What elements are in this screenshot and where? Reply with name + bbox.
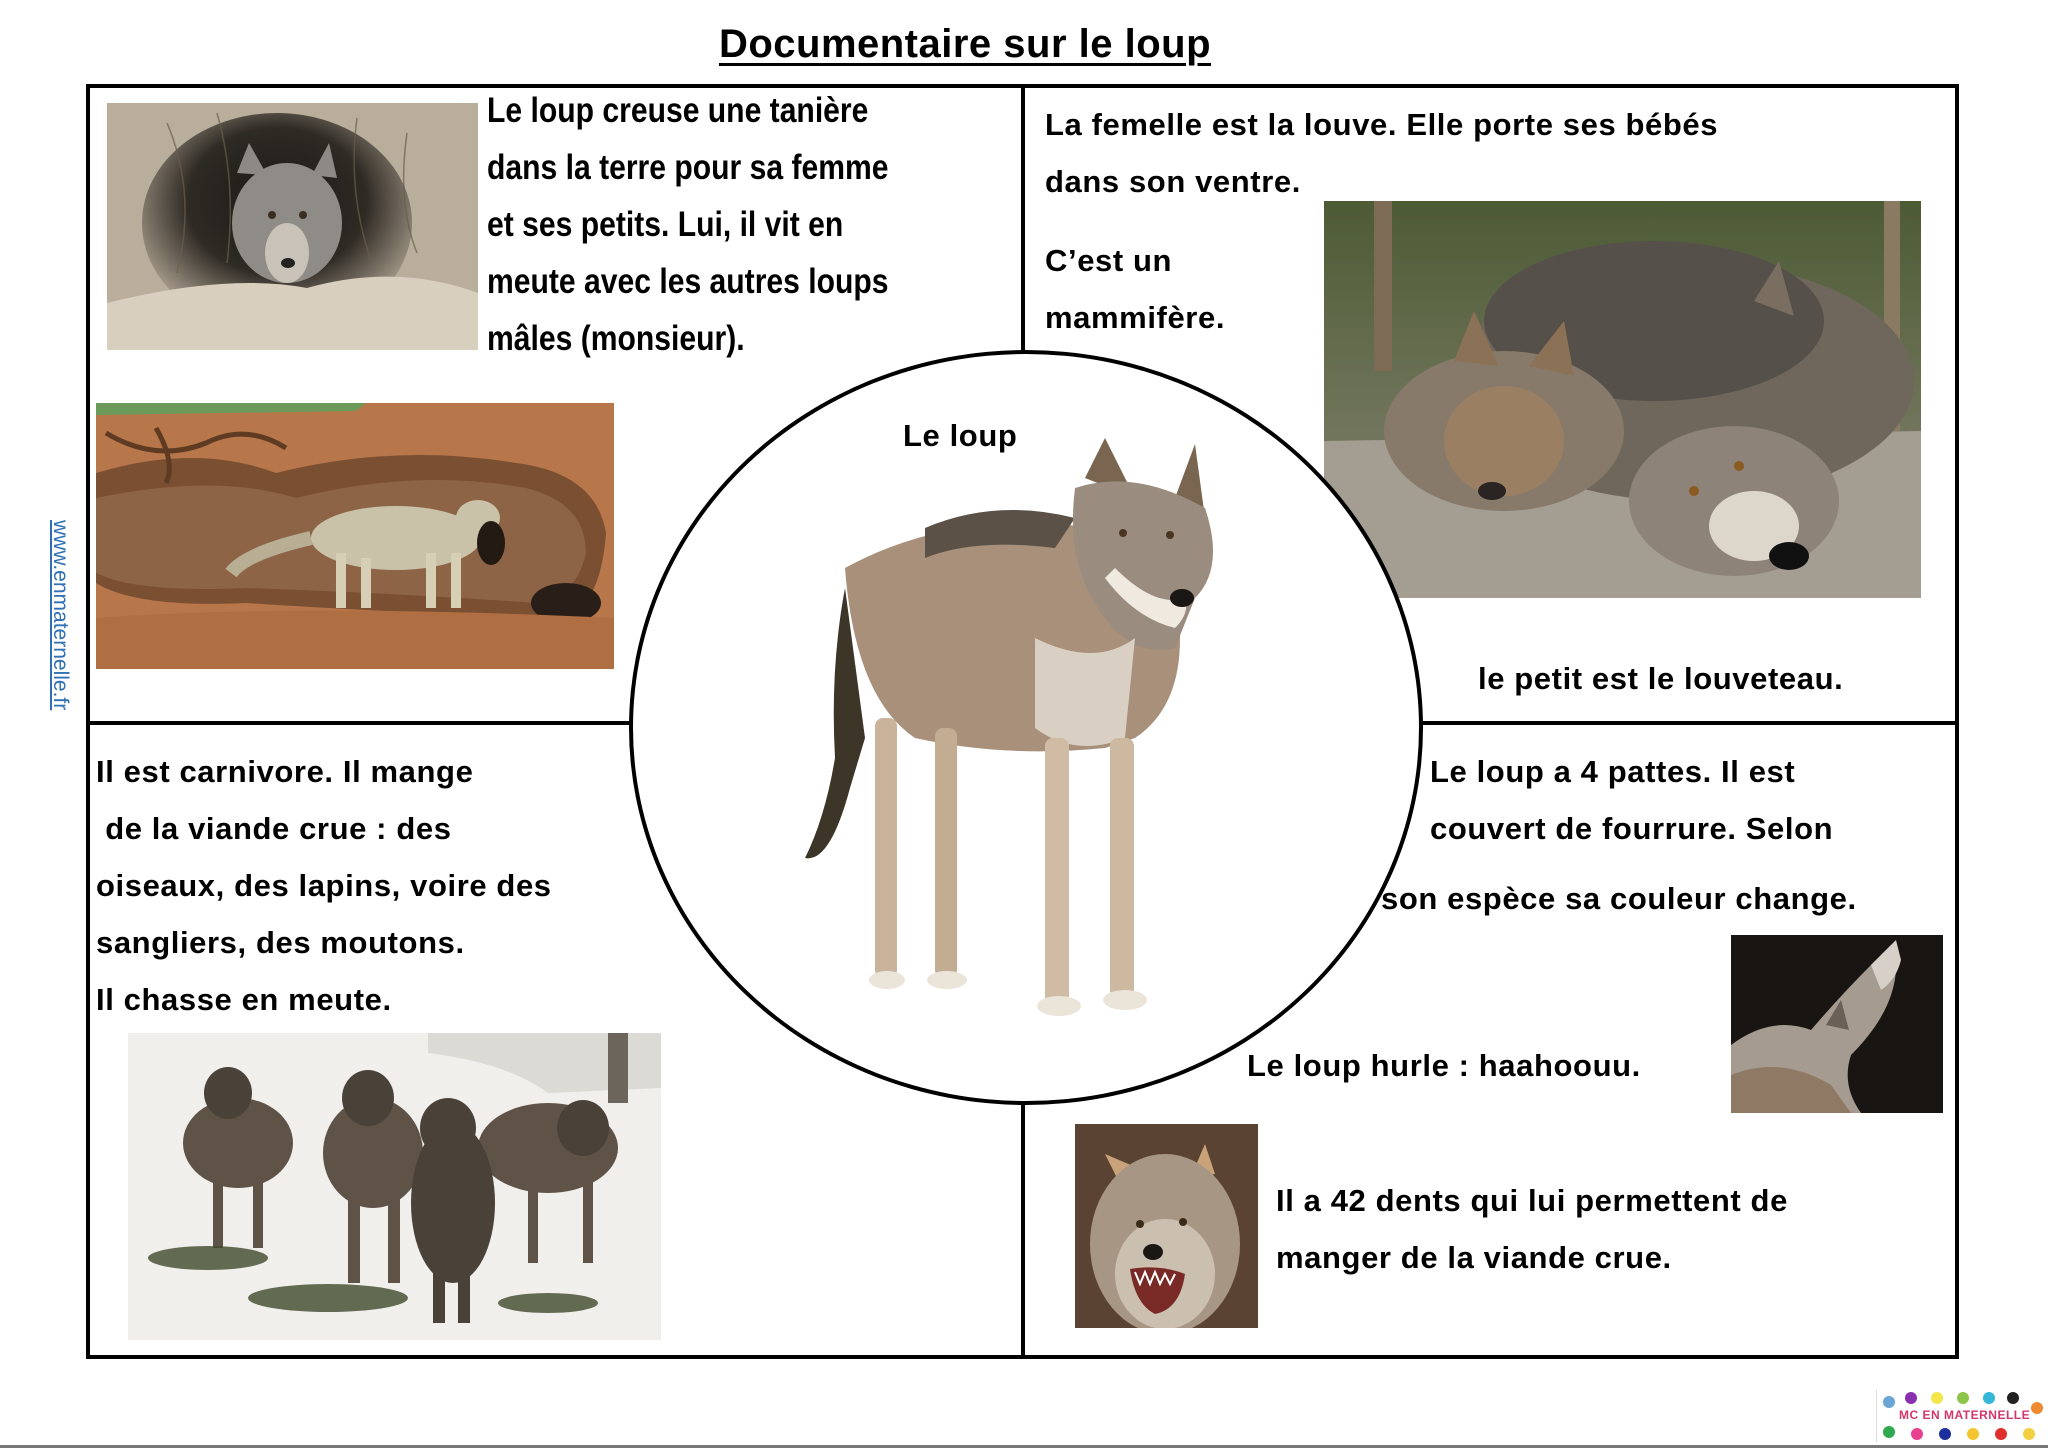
text-line: couvert de fourrure. Selon (1430, 811, 1834, 846)
text-line: Le loup a 4 pattes. Il est (1430, 754, 1796, 789)
fur-text-line-3: son espèce sa couleur change. (1381, 881, 1857, 916)
watermark-link[interactable]: www.enmaternelle.fr (49, 520, 72, 711)
text-line: manger de la viande crue. (1276, 1240, 1672, 1275)
standing-wolf-image (775, 438, 1275, 1018)
text-line: oiseaux, des lapins, voire des (96, 868, 552, 903)
cub-caption: le petit est le louveteau. (1478, 661, 1844, 696)
page-title: Documentaire sur le loup (718, 22, 1212, 66)
she-wolf-and-cub-photo (1324, 201, 1921, 598)
text-line: et ses petits. Lui, il vit en (487, 205, 844, 244)
howling-wolf-photo (1731, 935, 1943, 1113)
logo-text: MC EN MATERNELLE (1899, 1408, 2031, 1422)
snarling-wolf-photo (1075, 1124, 1258, 1328)
text-line: meute avec les autres loups (487, 262, 889, 301)
text-line: Il a 42 dents qui lui permettent de (1276, 1183, 1788, 1218)
text-line: mammifère. (1045, 300, 1226, 335)
teeth-text (1276, 1172, 1788, 1286)
den-text (487, 82, 889, 367)
wolf-pack-in-snow-photo (128, 1033, 661, 1340)
text-line: La femelle est la louve. Elle porte ses bébés (1045, 107, 1719, 142)
text-line: C’est un (1045, 243, 1173, 278)
mammal-text (1045, 232, 1225, 346)
text-line: Il est carnivore. Il mange (96, 754, 474, 789)
center-label: Le loup (903, 418, 1018, 453)
wolf-in-den-photo (107, 103, 478, 350)
text-line: dans la terre pour sa femme (487, 148, 889, 187)
carnivore-text (96, 743, 552, 1028)
text-line: mâles (monsieur). (487, 319, 745, 358)
text-line: dans son ventre. (1045, 164, 1301, 199)
howl-text: Le loup hurle : haahoouu. (1247, 1048, 1641, 1083)
fur-text (1430, 743, 1833, 857)
text-line: Il chasse en meute. (96, 982, 392, 1017)
text-line: sangliers, des moutons. (96, 925, 465, 960)
text-line: Le loup creuse une tanière (487, 91, 869, 130)
mc-en-maternelle-logo (1876, 1390, 2047, 1442)
female-text (1045, 96, 1718, 210)
text-line: de la viande crue : des (96, 811, 452, 846)
den-cross-section-illustration (96, 403, 614, 669)
